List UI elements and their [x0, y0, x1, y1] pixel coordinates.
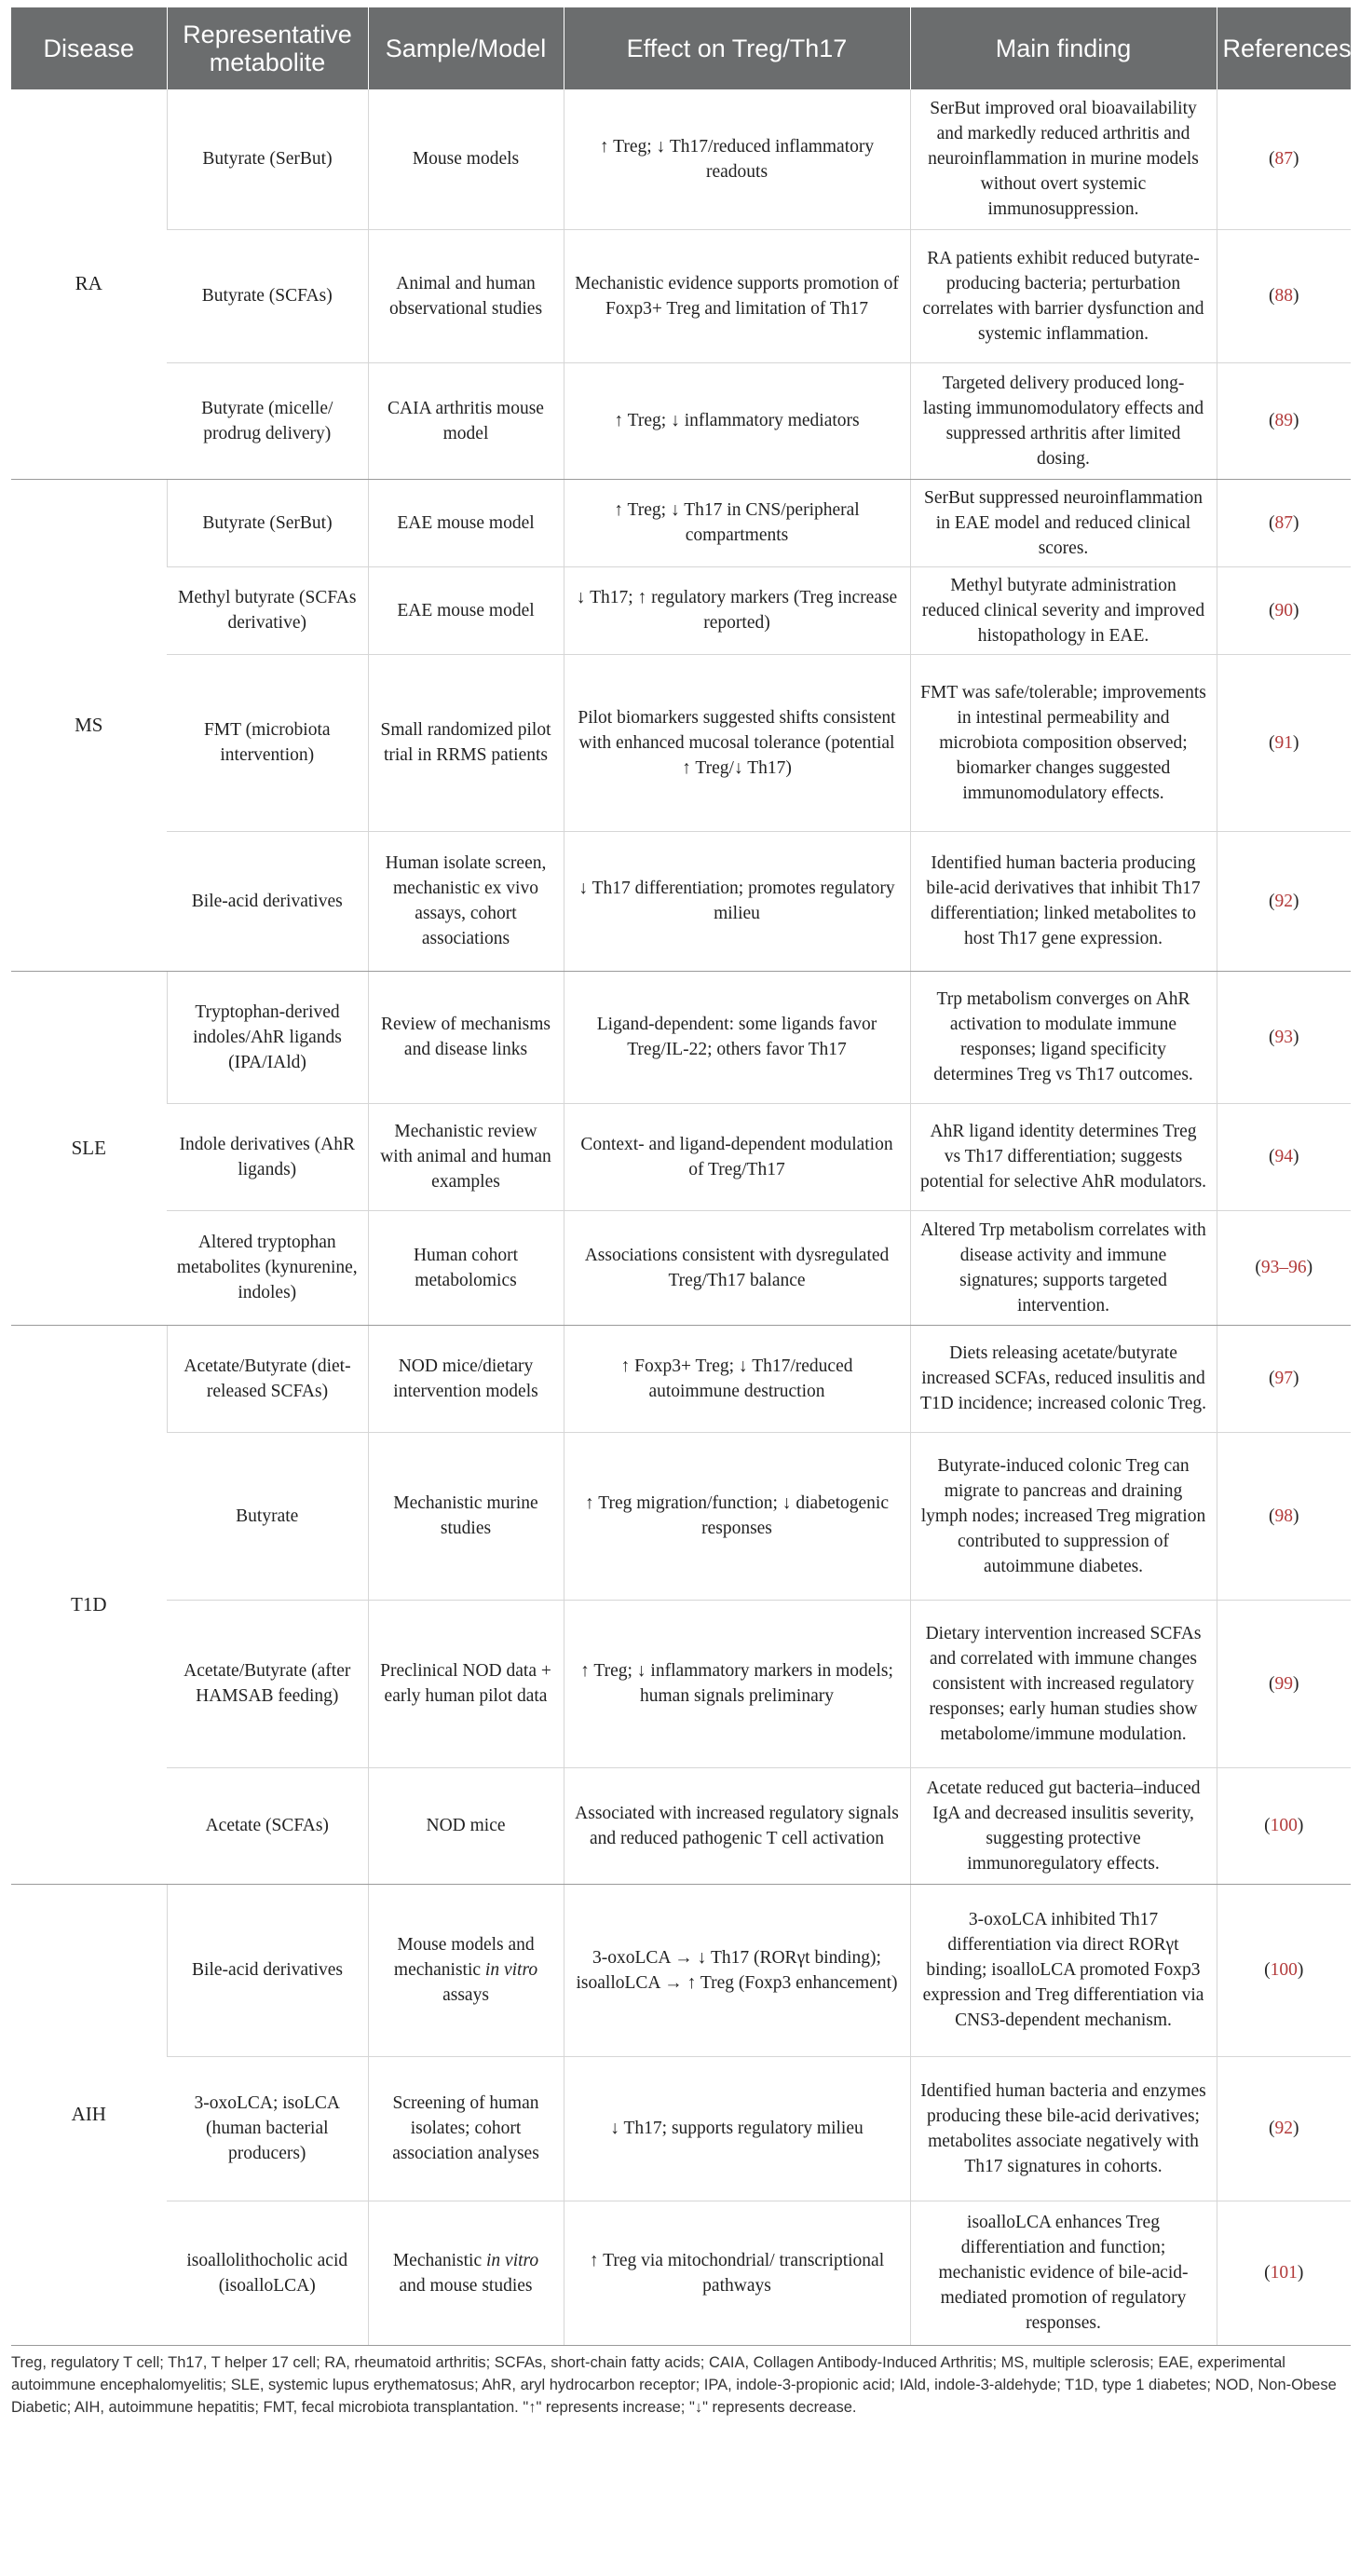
- sample-model-cell: Screening of human isolates; cohort association analyses: [368, 2056, 564, 2201]
- reference-link[interactable]: 100: [1270, 1816, 1298, 1835]
- metabolite-cell: Bile-acid derivatives: [167, 1884, 368, 2056]
- sample-model-cell: Mouse models and mechanistic in vitro assays: [368, 1884, 564, 2056]
- sample-model-cell: Mechanistic murine studies: [368, 1432, 564, 1600]
- reference-link[interactable]: 90: [1274, 600, 1293, 620]
- header-sample-model: Sample/Model: [368, 7, 564, 89]
- reference-cell: (97): [1217, 1325, 1351, 1432]
- metabolite-cell: Tryptophan-derived indoles/AhR ligands (IPA/IAld): [167, 971, 368, 1103]
- table-row: [11, 971, 1351, 1103]
- sample-model-cell: NOD mice: [368, 1767, 564, 1884]
- main-finding-cell: SerBut improved oral bioavailability and markedly reduced arthritis and neuroinflammation in murine models without overt systemic immunosuppression.: [910, 89, 1217, 229]
- main-finding-cell: Identified human bacteria and enzymes producing these bile-acid derivatives; metabolites associate negatively with Th17 signatures in cohorts.: [910, 2056, 1217, 2201]
- reference-link[interactable]: 98: [1274, 1506, 1293, 1526]
- reference-cell: (87): [1217, 89, 1351, 229]
- effect-cell: ↑ Treg; ↓ inflammatory mediators: [564, 362, 910, 479]
- metabolite-cell: Acetate (SCFAs): [167, 1767, 368, 1884]
- effect-cell: Associated with increased regulatory signals and reduced pathogenic T cell activation: [564, 1767, 910, 1884]
- reference-cell: (94): [1217, 1103, 1351, 1210]
- reference-cell: (100): [1217, 1884, 1351, 2056]
- reference-cell: (93–96): [1217, 1210, 1351, 1325]
- header-metabolite: Representative metabolite: [167, 7, 368, 89]
- sample-model-cell: EAE mouse model: [368, 566, 564, 654]
- table-footnote: Treg, regulatory T cell; Th17, T helper 17 cell; RA, rheumatoid arthritis; SCFAs, short-chain fatty acids; CAIA, Collagen Antibody-Induced Arthritis; MS, multiple sclerosis; EAE, experimental autoimmune encephalomyelitis; SLE, systemic lupus erythematosus; AhR, aryl hydrocarbon receptor; IPA, indole-3-propionic acid; IAld, indole-3-aldehyde; T1D, type 1 diabetes; NOD, Non-Obese Diabetic; AIH, autoimmune hepatitis; FMT, fecal microbiota transplantation. "↑" represents increase; "↓" represents decrease.: [11, 2353, 1337, 2416]
- main-finding-cell: Acetate reduced gut bacteria–induced IgA and decreased insulitis severity, suggesting protective immunoregulatory effects.: [910, 1767, 1217, 1884]
- reference-cell: (91): [1217, 654, 1351, 831]
- sample-model-cell: Review of mechanisms and disease links: [368, 971, 564, 1103]
- table-row: [11, 1767, 1351, 1884]
- effect-cell: ↑ Treg; ↓ Th17 in CNS/peripheral compartments: [564, 479, 910, 566]
- effect-cell: ↑ Foxp3+ Treg; ↓ Th17/reduced autoimmune destruction: [564, 1325, 910, 1432]
- reference-link[interactable]: 101: [1270, 2263, 1298, 2283]
- metabolite-cell: Butyrate: [167, 1432, 368, 1600]
- sample-model-cell: Small randomized pilot trial in RRMS patients: [368, 654, 564, 831]
- sample-model-cell: Human cohort metabolomics: [368, 1210, 564, 1325]
- table-row: [11, 1600, 1351, 1767]
- effect-cell: ↓ Th17 differentiation; promotes regulatory milieu: [564, 831, 910, 971]
- main-finding-cell: Diets releasing acetate/butyrate increased SCFAs, reduced insulitis and T1D incidence; increased colonic Treg.: [910, 1325, 1217, 1432]
- metabolite-cell: Altered tryptophan metabolites (kynurenine, indoles): [167, 1210, 368, 1325]
- table-row: [11, 229, 1351, 362]
- metabolite-table: [11, 7, 1351, 2346]
- metabolite-cell: Butyrate (SerBut): [167, 479, 368, 566]
- reference-cell: (88): [1217, 229, 1351, 362]
- effect-cell: ↑ Treg migration/function; ↓ diabetogenic responses: [564, 1432, 910, 1600]
- header-disease: Disease: [11, 7, 167, 89]
- reference-cell: (101): [1217, 2201, 1351, 2345]
- reference-cell: (87): [1217, 479, 1351, 566]
- sample-model-cell: NOD mice/dietary intervention models: [368, 1325, 564, 1432]
- sample-model-cell: Animal and human observational studies: [368, 229, 564, 362]
- main-finding-cell: Identified human bacteria producing bile-acid derivatives that inhibit Th17 differentiation; linked metabolites to host Th17 gene expression.: [910, 831, 1217, 971]
- effect-cell: ↓ Th17; supports regulatory milieu: [564, 2056, 910, 2201]
- effect-cell: Ligand-dependent: some ligands favor Treg/IL-22; others favor Th17: [564, 971, 910, 1103]
- effect-cell: ↑ Treg via mitochondrial/ transcriptional pathways: [564, 2201, 910, 2345]
- reference-link[interactable]: 88: [1274, 286, 1293, 306]
- reference-cell: (92): [1217, 2056, 1351, 2201]
- metabolite-cell: Bile-acid derivatives: [167, 831, 368, 971]
- main-finding-cell: Dietary intervention increased SCFAs and correlated with immune changes consistent with increased regulatory responses; early human studies show metabolome/immune modulation.: [910, 1600, 1217, 1767]
- table-row: [11, 1432, 1351, 1600]
- main-finding-cell: SerBut suppressed neuroinflammation in EAE model and reduced clinical scores.: [910, 479, 1217, 566]
- reference-cell: (100): [1217, 1767, 1351, 1884]
- disease-cell: SLE: [11, 971, 167, 1325]
- reference-link[interactable]: 94: [1274, 1147, 1293, 1166]
- reference-link[interactable]: 91: [1274, 732, 1293, 753]
- effect-cell: Associations consistent with dysregulated Treg/Th17 balance: [564, 1210, 910, 1325]
- main-finding-cell: Altered Trp metabolism correlates with disease activity and immune signatures; supports targeted intervention.: [910, 1210, 1217, 1325]
- effect-cell: Pilot biomarkers suggested shifts consistent with enhanced mucosal tolerance (potential ↑ Treg/↓ Th17): [564, 654, 910, 831]
- reference-link[interactable]: 92: [1274, 891, 1293, 911]
- disease-cell: MS: [11, 479, 167, 971]
- reference-cell: (89): [1217, 362, 1351, 479]
- metabolite-cell: isoallolithocholic acid (isoalloLCA): [167, 2201, 368, 2345]
- sample-model-cell: Mouse models: [368, 89, 564, 229]
- reference-cell: (99): [1217, 1600, 1351, 1767]
- table-row: [11, 566, 1351, 654]
- main-finding-cell: RA patients exhibit reduced butyrate-producing bacteria; perturbation correlates with barrier dysfunction and systemic inflammation.: [910, 229, 1217, 362]
- main-finding-cell: AhR ligand identity determines Treg vs Th17 differentiation; suggests potential for selective AhR modulators.: [910, 1103, 1217, 1210]
- table-row: [11, 479, 1351, 566]
- table-row: [11, 89, 1351, 229]
- header-main-finding: Main finding: [910, 7, 1217, 89]
- metabolite-cell: Methyl butyrate (SCFAs derivative): [167, 566, 368, 654]
- metabolite-cell: Butyrate (SCFAs): [167, 229, 368, 362]
- reference-cell: (93): [1217, 971, 1351, 1103]
- effect-cell: Mechanistic evidence supports promotion of Foxp3+ Treg and limitation of Th17: [564, 229, 910, 362]
- table-row: [11, 654, 1351, 831]
- effect-cell: ↓ Th17; ↑ regulatory markers (Treg increase reported): [564, 566, 910, 654]
- effect-cell: ↑ Treg; ↓ inflammatory markers in models; human signals preliminary: [564, 1600, 910, 1767]
- table-row: [11, 1210, 1351, 1325]
- header-references: References: [1217, 7, 1351, 89]
- reference-link[interactable]: 92: [1274, 2119, 1293, 2138]
- effect-cell: Context- and ligand-dependent modulation of Treg/Th17: [564, 1103, 910, 1210]
- metabolite-cell: Acetate/Butyrate (diet-released SCFAs): [167, 1325, 368, 1432]
- table-row: [11, 1325, 1351, 1432]
- metabolite-cell: Acetate/Butyrate (after HAMSAB feeding): [167, 1600, 368, 1767]
- metabolite-cell: FMT (microbiota intervention): [167, 654, 368, 831]
- main-finding-cell: Methyl butyrate administration reduced clinical severity and improved histopathology in EAE.: [910, 566, 1217, 654]
- effect-cell: ↑ Treg; ↓ Th17/reduced inflammatory readouts: [564, 89, 910, 229]
- main-finding-cell: isoalloLCA enhances Treg differentiation and function; mechanistic evidence of bile-acid-mediated promotion of regulatory responses.: [910, 2201, 1217, 2345]
- sample-model-cell: Mechanistic in vitro and mouse studies: [368, 2201, 564, 2345]
- table-row: [11, 362, 1351, 479]
- reference-cell: (90): [1217, 566, 1351, 654]
- metabolite-cell: Butyrate (micelle/ prodrug delivery): [167, 362, 368, 479]
- table-row: [11, 831, 1351, 971]
- table-row: [11, 1884, 1351, 2056]
- metabolite-cell: 3-oxoLCA; isoLCA (human bacterial producers): [167, 2056, 368, 2201]
- reference-link[interactable]: 99: [1274, 1673, 1293, 1694]
- sample-model-cell: Human isolate screen, mechanistic ex vivo assays, cohort associations: [368, 831, 564, 971]
- main-finding-cell: Butyrate-induced colonic Treg can migrate to pancreas and draining lymph nodes; increased Treg migration contributed to suppression of autoimmune diabetes.: [910, 1432, 1217, 1600]
- sample-model-cell: CAIA arthritis mouse model: [368, 362, 564, 479]
- reference-link[interactable]: 87: [1274, 512, 1293, 533]
- sample-model-cell: EAE mouse model: [368, 479, 564, 566]
- metabolite-cell: Butyrate (SerBut): [167, 89, 368, 229]
- metabolite-cell: Indole derivatives (AhR ligands): [167, 1103, 368, 1210]
- table-row: [11, 2201, 1351, 2345]
- reference-link[interactable]: 93–96: [1260, 1258, 1307, 1277]
- table-row: [11, 2056, 1351, 2201]
- header-effect: Effect on Treg/Th17: [564, 7, 910, 89]
- disease-cell: T1D: [11, 1325, 167, 1884]
- reference-link[interactable]: 97: [1274, 1369, 1293, 1388]
- reference-link[interactable]: 93: [1274, 1027, 1293, 1047]
- reference-link[interactable]: 89: [1274, 411, 1293, 430]
- main-finding-cell: FMT was safe/tolerable; improvements in intestinal permeability and microbiota composition observed; biomarker changes suggested immunomodulatory effects.: [910, 654, 1217, 831]
- main-finding-cell: 3-oxoLCA inhibited Th17 differentiation via direct RORγt binding; isoalloLCA promoted Foxp3 expression and Treg differentiation via CNS3-dependent mechanism.: [910, 1884, 1217, 2056]
- effect-cell: 3-oxoLCA → ↓ Th17 (RORγt binding); isoalloLCA → ↑ Treg (Foxp3 enhancement): [564, 1884, 910, 2056]
- sample-model-cell: Preclinical NOD data + early human pilot data: [368, 1600, 564, 1767]
- table-row: [11, 1103, 1351, 1210]
- reference-link[interactable]: 100: [1270, 1960, 1298, 1980]
- table-body: [11, 89, 1351, 2345]
- sample-model-cell: Mechanistic review with animal and human examples: [368, 1103, 564, 1210]
- reference-link[interactable]: 87: [1274, 149, 1293, 170]
- reference-cell: (98): [1217, 1432, 1351, 1600]
- header-row: [11, 7, 1351, 89]
- main-finding-cell: Trp metabolism converges on AhR activation to modulate immune responses; ligand specificity determines Treg vs Th17 outcomes.: [910, 971, 1217, 1103]
- disease-cell: RA: [11, 89, 167, 479]
- reference-cell: (92): [1217, 831, 1351, 971]
- disease-cell: AIH: [11, 1884, 167, 2345]
- main-finding-cell: Targeted delivery produced long-lasting immunomodulatory effects and suppressed arthritis after limited dosing.: [910, 362, 1217, 479]
